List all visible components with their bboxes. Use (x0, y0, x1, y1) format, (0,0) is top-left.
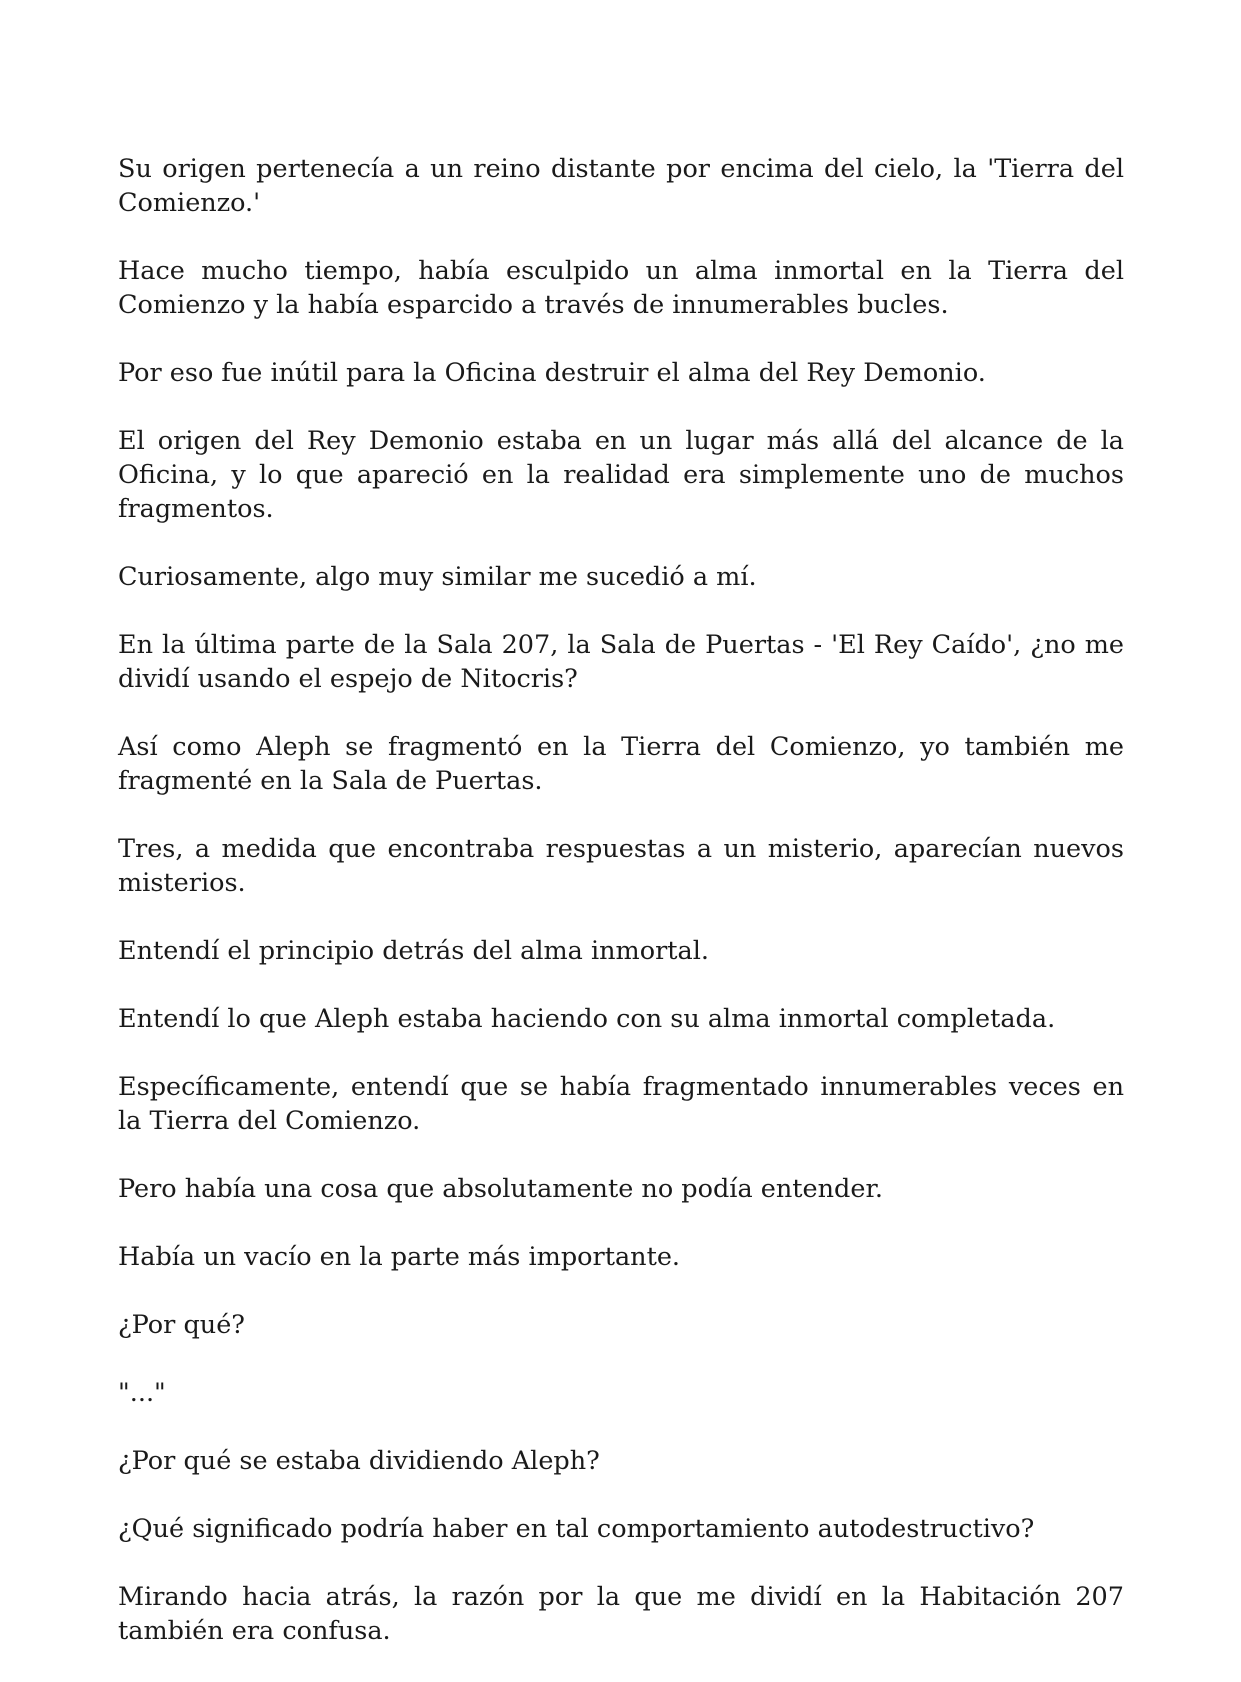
paragraph-10: Entendí lo que Aleph estaba haciendo con su alma inmortal completada. (118, 1004, 1056, 1034)
paragraph-18: Mirando hacia atrás, la razón por la que me dividí en la Habitación 207 también era confusa. (118, 1582, 1124, 1646)
paragraph-4: El origen del Rey Demonio estaba en un lugar más allá del alcance de la Oficina, y lo que apareció en la realidad era simplemente uno de muchos fragmentos. (118, 426, 1124, 524)
paragraph-16: ¿Por qué se estaba dividiendo Aleph? (118, 1446, 600, 1476)
paragraph-8: Tres, a medida que encontraba respuestas a un misterio, aparecían nuevos misterios. (118, 834, 1124, 898)
paragraph-7: Así como Aleph se fragmentó en la Tierra del Comienzo, yo también me fragmenté en la Sala de Puertas. (118, 732, 1124, 796)
paragraph-17: ¿Qué significado podría haber en tal comportamiento autodestructivo? (118, 1514, 1035, 1544)
paragraph-11: Específicamente, entendí que se había fragmentado innumerables veces en la Tierra del Comienzo. (118, 1072, 1124, 1136)
paragraph-1: Su origen pertenecía a un reino distante por encima del cielo, la 'Tierra del Comienzo.' (118, 154, 1124, 218)
paragraph-13: Había un vacío en la parte más importante. (118, 1242, 681, 1272)
paragraph-14: ¿Por qué? (118, 1310, 245, 1340)
paragraph-2: Hace mucho tiempo, había esculpido un alma inmortal en la Tierra del Comienzo y la había esparcido a través de innumerables bucles. (118, 256, 1124, 320)
paragraph-3: Por eso fue inútil para la Oficina destruir el alma del Rey Demonio. (118, 358, 986, 388)
paragraph-12: Pero había una cosa que absolutamente no podía entender. (118, 1174, 883, 1204)
paragraph-5: Curiosamente, algo muy similar me sucedió a mí. (118, 562, 757, 592)
paragraph-15: "..." (118, 1378, 166, 1408)
document-body (118, 152, 1124, 1682)
paragraph-9: Entendí el principio detrás del alma inmortal. (118, 936, 709, 966)
paragraph-6: En la última parte de la Sala 207, la Sala de Puertas - 'El Rey Caído', ¿no me dividí usando el espejo de Nitocris? (118, 630, 1124, 694)
